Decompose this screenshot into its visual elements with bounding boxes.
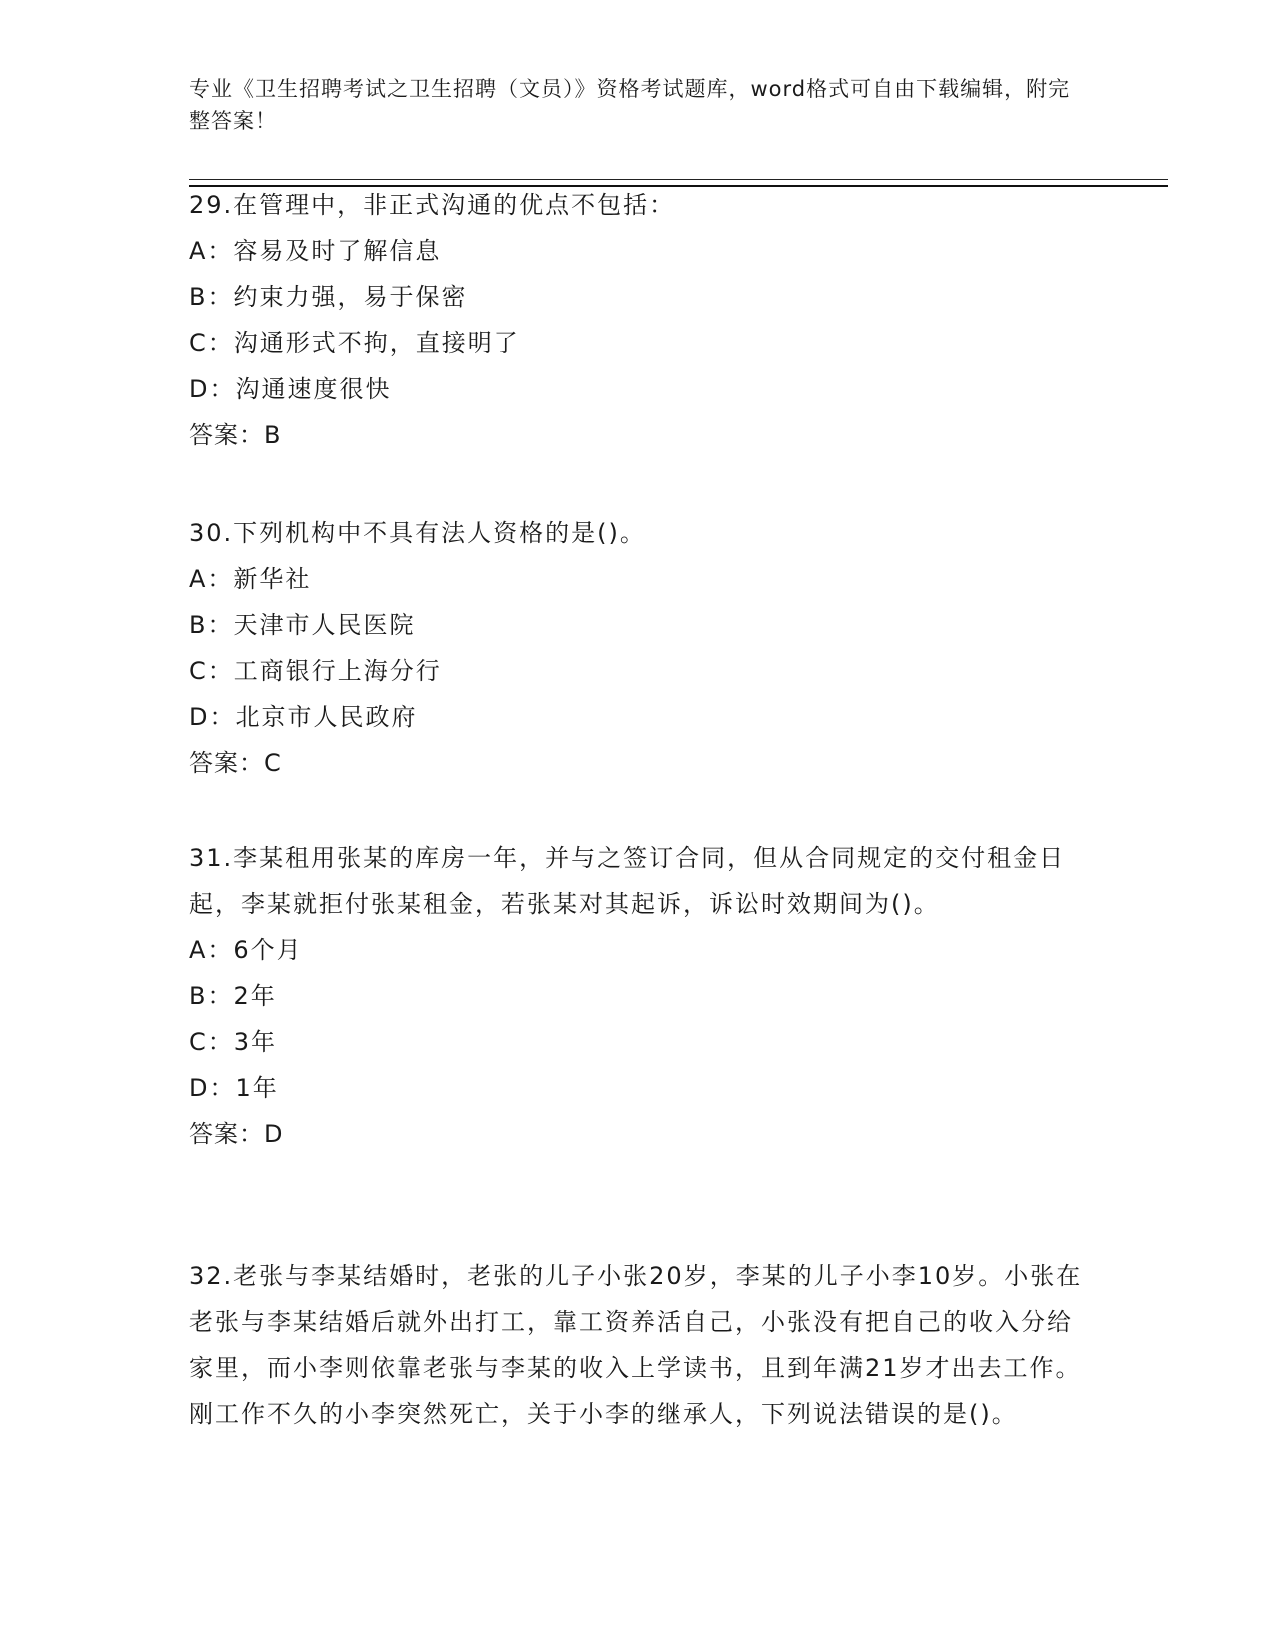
answer: 答案：D — [189, 1120, 284, 1148]
answer: 答案：B — [189, 421, 282, 449]
answer: 答案：C — [189, 749, 282, 777]
question-stem: 31.李某租用张某的库房一年，并与之签订合同，但从合同规定的交付租金日起，李某就拒付张某租金，若张某对其起诉，诉讼时效期间为()。 — [189, 844, 1066, 918]
option-a: A：新华社 — [189, 565, 312, 593]
option-b: B：约束力强，易于保密 — [189, 283, 468, 311]
option-d: D：北京市人民政府 — [189, 703, 418, 731]
question-32 — [189, 1253, 1089, 1437]
option-a: A：6个月 — [189, 936, 303, 964]
option-d: D：沟通速度很快 — [189, 375, 392, 403]
header-divider-top — [189, 179, 1168, 180]
option-d: D：1年 — [189, 1074, 279, 1102]
question-stem: 29.在管理中，非正式沟通的优点不包括： — [189, 191, 676, 219]
option-c: C：3年 — [189, 1028, 278, 1056]
option-c: C：沟通形式不拘，直接明了 — [189, 329, 520, 357]
question-31 — [189, 835, 1089, 1157]
option-b: B：2年 — [189, 982, 277, 1010]
option-b: B：天津市人民医院 — [189, 611, 416, 639]
option-a: A：容易及时了解信息 — [189, 237, 442, 265]
option-c: C：工商银行上海分行 — [189, 657, 442, 685]
question-30 — [189, 510, 1089, 786]
question-29 — [189, 182, 1089, 458]
question-stem: 30.下列机构中不具有法人资格的是()。 — [189, 519, 646, 547]
document-header: 专业《卫生招聘考试之卫生招聘（文员）》资格考试题库，word格式可自由下载编辑，附完整答案！ — [189, 77, 1071, 133]
question-stem: 32.老张与李某结婚时，老张的儿子小张20岁，李某的儿子小李10岁。小张在老张与李某结婚后就外出打工，靠工资养活自己，小张没有把自己的收入分给家里，而小李则依靠老张与李某的收入上学读书，且到年满21岁才出去工作。刚工作不久的小李突然死亡，关于小李的继承人，下列说法错误的是()。 — [189, 1262, 1083, 1428]
